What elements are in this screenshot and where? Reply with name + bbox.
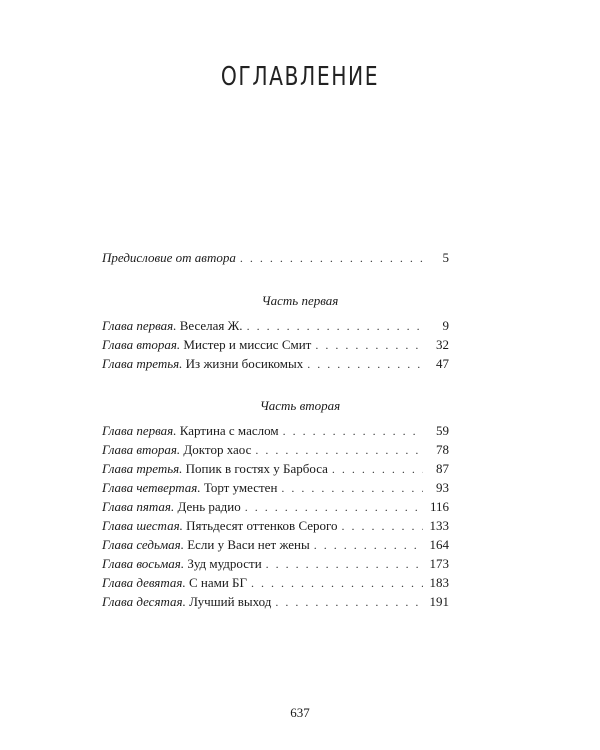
toc-entry-label xyxy=(102,478,277,497)
part-heading-1: Часть первая xyxy=(261,293,339,308)
toc-entry-label xyxy=(102,592,271,611)
toc-entry xyxy=(102,592,449,611)
toc-page-number: 133 xyxy=(429,518,449,533)
toc-entry-label xyxy=(102,354,303,373)
chapter-number: Глава третья. xyxy=(102,461,183,476)
chapter-title: Если у Васи нет жены xyxy=(187,537,310,552)
toc-entry-label: Предисловие от автора xyxy=(102,250,236,265)
toc-entry-label xyxy=(102,516,338,535)
chapter-number: Глава восьмая. xyxy=(102,556,185,571)
chapter-title: Зуд мудрости xyxy=(187,556,262,571)
toc-entry-label xyxy=(102,421,279,440)
chapter-title: Попик в гостях у Барбоса xyxy=(185,461,328,476)
toc-entry xyxy=(102,497,449,516)
dot-leader xyxy=(342,517,423,536)
chapter-title: Мистер и миссис Смит xyxy=(183,337,312,352)
dot-leader xyxy=(283,422,423,441)
dot-leader xyxy=(247,317,423,336)
chapter-number: Глава вторая. xyxy=(102,337,181,352)
dot-leader xyxy=(245,498,423,517)
toc-entry xyxy=(102,554,449,573)
toc-entry xyxy=(102,478,449,497)
chapter-number: Глава вторая. xyxy=(102,442,181,457)
chapter-number: Глава седьмая. xyxy=(102,537,184,552)
dot-leader xyxy=(255,441,423,460)
toc-entry xyxy=(102,421,449,440)
toc-page-number: 59 xyxy=(436,423,449,438)
toc-entry-label xyxy=(102,440,251,459)
chapter-number: Глава первая. xyxy=(102,423,177,438)
toc-entry xyxy=(102,516,449,535)
chapter-title: Лучший выход xyxy=(189,594,272,609)
toc-entry xyxy=(102,573,449,592)
dot-leader xyxy=(281,479,423,498)
toc-part-2 xyxy=(102,421,449,611)
toc-entry-preface xyxy=(102,248,449,267)
chapter-title: Доктор хаос xyxy=(183,442,252,457)
chapter-number: Глава четвертая. xyxy=(102,480,201,495)
toc-page-number: 87 xyxy=(436,461,449,476)
chapter-title: Картина с маслом xyxy=(179,423,279,438)
dot-leader xyxy=(307,355,423,374)
dot-leader xyxy=(314,536,423,555)
toc-entry-label xyxy=(102,573,247,592)
page-number: 637 xyxy=(290,705,310,720)
toc-entry xyxy=(102,459,449,478)
chapter-number: Глава шестая. xyxy=(102,518,183,533)
toc-entry xyxy=(102,535,449,554)
toc-page-number: 183 xyxy=(429,575,449,590)
toc-page-number: 32 xyxy=(436,337,449,352)
toc-entry-label xyxy=(102,535,310,554)
dot-leader xyxy=(332,460,423,479)
chapter-title: День радио xyxy=(177,499,241,514)
toc-page-number: 164 xyxy=(429,537,449,552)
toc-page-number: 9 xyxy=(442,318,449,333)
toc-entry xyxy=(102,335,449,354)
chapter-title: Пятьдесят оттенков Серого xyxy=(186,518,338,533)
toc-entry xyxy=(102,316,449,335)
toc-entry xyxy=(102,354,449,373)
toc-entry-label xyxy=(102,459,328,478)
chapter-title: Торт уместен xyxy=(203,480,278,495)
toc-entry-label xyxy=(102,497,241,516)
toc-entry-label xyxy=(102,554,262,573)
toc-page-number: 191 xyxy=(429,594,449,609)
toc-page-number: 173 xyxy=(429,556,449,571)
page-title: ОГЛАВЛЕНИЕ xyxy=(220,62,380,92)
toc-preface xyxy=(102,248,449,267)
chapter-title: Из жизни босикомых xyxy=(185,356,304,371)
chapter-number: Глава десятая. xyxy=(102,594,186,609)
toc-entry-label xyxy=(102,335,311,354)
dot-leader xyxy=(251,574,423,593)
toc-page-number: 116 xyxy=(429,499,449,514)
dot-leader xyxy=(275,593,423,612)
toc-page-number: 93 xyxy=(436,480,449,495)
chapter-number: Глава первая. xyxy=(102,318,177,333)
chapter-title: С нами БГ xyxy=(188,575,248,590)
dot-leader xyxy=(266,555,423,574)
dot-leader xyxy=(315,336,423,355)
chapter-number: Глава третья. xyxy=(102,356,183,371)
toc-entry xyxy=(102,440,449,459)
chapter-title: Веселая Ж. xyxy=(179,318,243,333)
dot-leader xyxy=(240,249,423,268)
toc-page-number: 5 xyxy=(442,250,449,265)
chapter-number: Глава пятая. xyxy=(102,499,175,514)
chapter-number: Глава девятая. xyxy=(102,575,186,590)
part-heading-2: Часть вторая xyxy=(259,398,341,413)
toc-page-number: 78 xyxy=(436,442,449,457)
toc-page-number: 47 xyxy=(436,356,449,371)
toc-part-1 xyxy=(102,316,449,373)
toc-entry-label xyxy=(102,316,243,335)
